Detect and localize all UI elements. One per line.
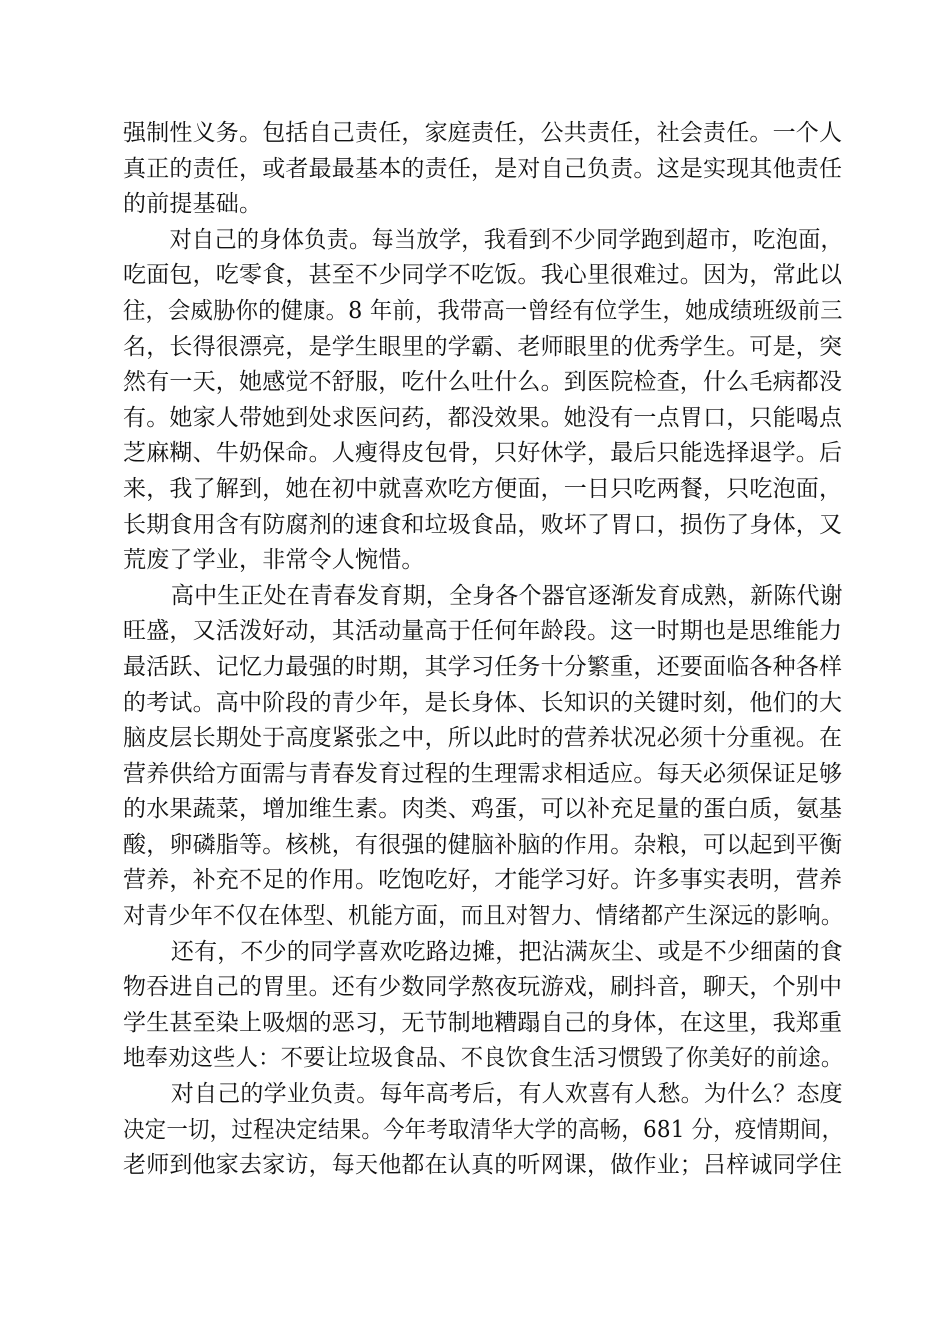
text-line: 对青少年不仅在体型、机能方面，而且对智力、情绪都产生深远的影响。: [123, 903, 844, 930]
text-line: 荒废了学业，非常令人惋惜。: [123, 547, 425, 574]
text-line: 对自己的身体负责。每当放学，我看到不少同学跑到超市，吃泡面，: [169, 226, 843, 253]
text-line: 真正的责任，或者最最基本的责任，是对自己负责。这是实现其他责任: [123, 155, 843, 182]
text-line: 地奉劝这些人：不要让垃圾食品、不良饮食生活习惯毁了你美好的前途。: [123, 1045, 844, 1072]
text-line: 往，会威胁你的健康。8 年前，我带高一曾经有位学生，她成绩班级前三: [123, 297, 843, 324]
text-line: 的前提基础。: [123, 191, 263, 218]
text-line: 名，长得很漂亮，是学生眼里的学霸、老师眼里的优秀学生。可是，突: [123, 333, 843, 360]
text-line: 芝麻糊、牛奶保命。人瘦得皮包骨，只好休学，最后只能选择退学。后: [123, 440, 843, 467]
text-line: 的水果蔬菜，增加维生素。肉类、鸡蛋，可以补充足量的蛋白质，氨基: [123, 796, 843, 823]
text-line: 脑皮层长期处于高度紧张之中，所以此时的营养状况必须十分重视。在: [123, 725, 843, 752]
text-line: 旺盛，又活泼好动，其活动量高于任何年龄段。这一时期也是思维能力: [123, 618, 843, 645]
text-line: 有。她家人带她到处求医问药，都没效果。她没有一点胃口，只能喝点: [123, 404, 843, 431]
text-line: 营养供给方面需与青春发育过程的生理需求相适应。每天必须保证足够: [123, 760, 843, 787]
text-line: 学生甚至染上吸烟的恶习，无节制地糟蹋自己的身体，在这里，我郑重: [123, 1009, 843, 1036]
text-line: 酸，卵磷脂等。核桃，有很强的健脑补脑的作用。杂粮，可以起到平衡: [123, 831, 843, 858]
body-text: [123, 116, 843, 1184]
text-line: 强制性义务。包括自己责任，家庭责任，公共责任，社会责任。一个人: [123, 120, 843, 146]
text-line: 然有一天，她感觉不舒服，吃什么吐什么。到医院检查，什么毛病都没: [123, 369, 843, 396]
text-line: 营养，补充不足的作用。吃饱吃好，才能学习好。许多事实表明，营养: [123, 867, 843, 894]
text-line: 长期食用含有防腐剂的速食和垃圾食品，败坏了胃口，损伤了身体，又: [123, 511, 843, 538]
text-line: 对自己的学业负责。每年高考后，有人欢喜有人愁。为什么？态度: [170, 1081, 843, 1108]
text-line: 老师到他家去家访，每天他都在认真的听网课，做作业；吕梓诚同学住: [123, 1152, 843, 1179]
text-line: 最活跃、记忆力最强的时期，其学习任务十分繁重，还要面临各种各样: [123, 653, 843, 680]
text-line: 还有，不少的同学喜欢吃路边摊，把沾满灰尘、或是不少细菌的食: [170, 938, 843, 965]
text-line: 来，我了解到，她在初中就喜欢吃方便面，一日只吃两餐，只吃泡面，: [123, 475, 843, 502]
text-line: 高中生正处在青春发育期，全身各个器官逐渐发育成熟，新陈代谢: [170, 582, 843, 609]
text-line: 吃面包，吃零食，甚至不少同学不吃饭。我心里很难过。因为，常此以: [123, 262, 843, 289]
text-line: 物吞进自己的胃里。还有少数同学熬夜玩游戏，刷抖音，聊天，个别中: [123, 974, 843, 1001]
text-line: 的考试。高中阶段的青少年，是长身体、长知识的关键时刻，他们的大: [123, 689, 843, 716]
text-line: 决定一切，过程决定结果。今年考取清华大学的高畅，681 分，疫情期间，: [123, 1116, 844, 1143]
